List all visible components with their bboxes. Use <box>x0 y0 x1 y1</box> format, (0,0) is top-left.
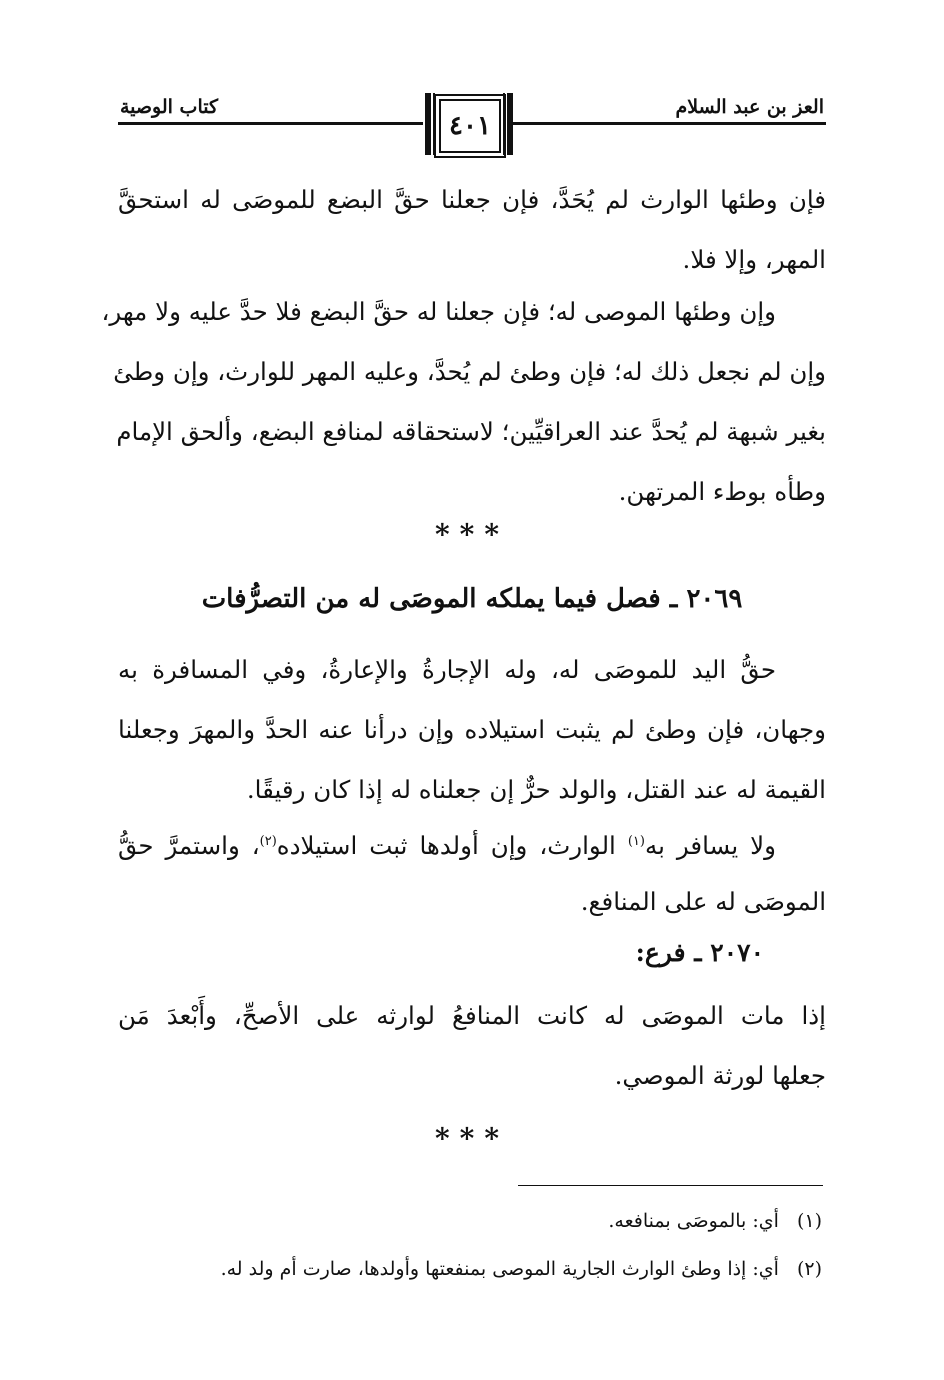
text-line: فإن وطئها الوارث لم يُحَدَّ، فإن جعلنا حقَّ البضع للموصَى له استحقَّ <box>118 185 826 214</box>
footnote-text: أي: بالموصَى بمنافعه. <box>608 1210 779 1232</box>
paragraph-5 <box>118 986 826 1106</box>
text-line: وطأه بوطء المرتهن. <box>618 477 826 506</box>
text-segment: الوارث، وإن أولدها ثبت استيلاده <box>276 831 628 861</box>
text-line: إذا مات الموصَى له كانت المنافعُ لوارثه على الأصحِّ، وأَبْعدَ مَن <box>118 1001 826 1030</box>
page-number: ٤٠١ <box>439 99 501 153</box>
frame-ornament <box>425 93 431 155</box>
footnote-number: (٢) <box>796 1258 822 1280</box>
page-header <box>0 0 944 160</box>
text-line: وإن وطئها الموصى له؛ فإن جعلنا له حقَّ البضع فلا حدَّ عليه ولا مهر، <box>101 297 776 326</box>
section-separator: *** <box>435 518 509 551</box>
subsection-heading: ٢٠٧٠ ـ فرع: <box>635 938 764 967</box>
text-line: وإن لم نجعل ذلك له؛ فإن وطئ لم يُحدَّ، وعليه المهر للوارث، وإن وطئ <box>113 357 826 386</box>
text-line: وجهان، فإن وطئ لم يثبت استيلاده وإن درأنا عنه الحدَّ والمهرَ وجعلنا <box>118 715 826 744</box>
text-line: الموصَى له على المنافع. <box>580 887 826 916</box>
footnote-1 <box>608 1210 822 1232</box>
frame-ornament <box>503 93 505 155</box>
footnote-2 <box>221 1258 822 1280</box>
paragraph-3 <box>118 640 826 820</box>
frame-ornament <box>507 93 513 155</box>
text-line: حقُّ اليد للموصَى له، وله الإجارةُ والإعارةُ، وفي المسافرة به <box>118 655 776 684</box>
text-line: بغير شبهة لم يُحدَّ عند العراقيِّين؛ لاستحقاقه لمنافع البضع، وألحق الإمام <box>116 417 826 446</box>
footnote-text: أي: إذا وطئ الوارث الجارية الموصى بمنفعتها وأولدها، صارت أم ولد له. <box>220 1258 779 1280</box>
section-heading: ٢٠٦٩ ـ فصل فيما يملكه الموصَى له من التصرُّفات <box>201 584 743 614</box>
header-rule-right <box>513 122 826 125</box>
text-segment: ولا يسافر به <box>644 831 776 861</box>
text-line <box>118 812 826 872</box>
footnote-ref-2: (٢) <box>259 834 277 849</box>
header-rule-left <box>118 122 423 125</box>
paragraph-2 <box>101 282 826 522</box>
text-line: المهر، وإلا فلا. <box>682 245 826 274</box>
footnote-ref-1: (١) <box>627 834 645 849</box>
text-line: جعلها لورثة الموصي. <box>614 1061 826 1090</box>
footnote-rule <box>518 1185 823 1186</box>
text-line: القيمة له عند القتل، والولد حرٌّ إن جعلناه له إذا كان رقيقًا. <box>246 775 826 804</box>
running-head-book: كتاب الوصية <box>120 96 219 118</box>
paragraph-4 <box>118 812 826 932</box>
text-segment: ، واستمرَّ حقُّ <box>118 831 260 861</box>
section-separator: *** <box>435 1122 509 1155</box>
frame-ornament <box>433 93 435 155</box>
page-number-frame <box>425 93 513 157</box>
running-head-author: العز بن عبد السلام <box>675 96 824 118</box>
paragraph-1 <box>118 170 826 290</box>
footnote-number: (١) <box>796 1210 822 1232</box>
